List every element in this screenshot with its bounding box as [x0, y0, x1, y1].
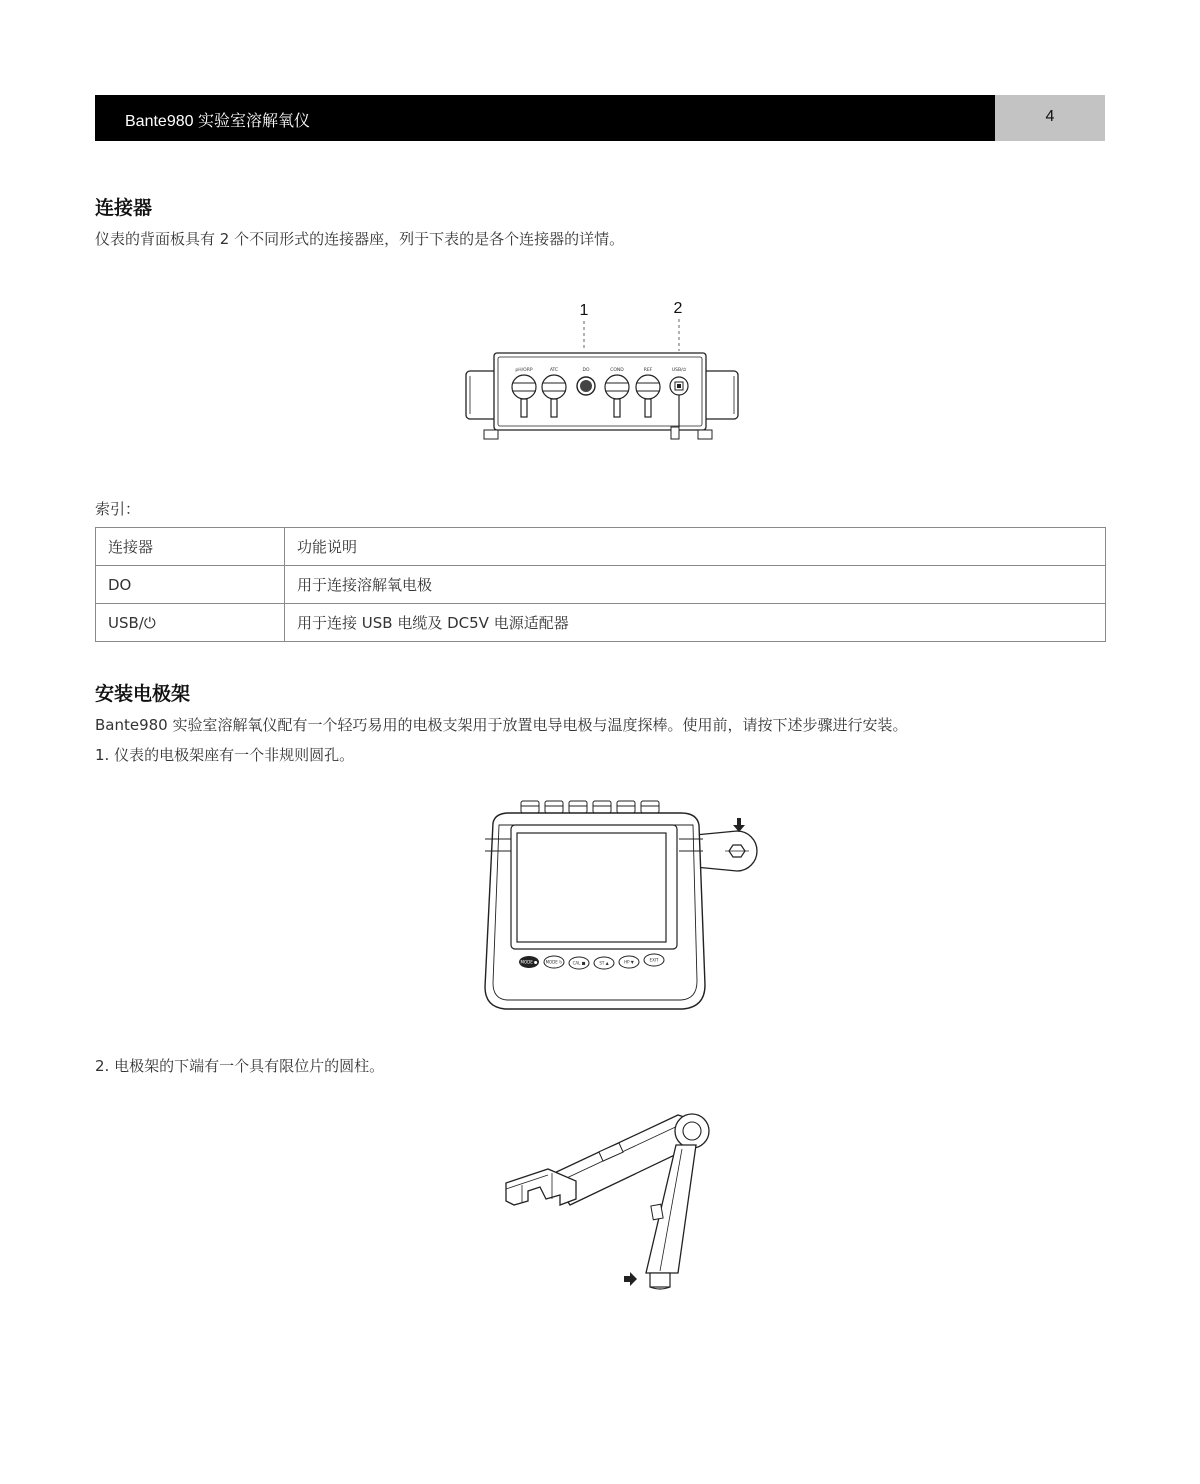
- page-number-box: [995, 95, 1105, 141]
- port-label-usb: USB/⏻: [671, 368, 687, 373]
- table-header-function: 功能说明: [285, 528, 1106, 566]
- meter-front-illustration: [475, 795, 780, 1020]
- header-bar: [95, 95, 995, 141]
- install-intro: Bante980 实验室溶解氧仪配有一个轻巧易用的电极支架用于放置电导电极与温度探棒。使用前，请按下述步骤进行安装。: [95, 716, 908, 734]
- page-number: 4: [1045, 108, 1055, 125]
- port-label-ref: REF: [643, 368, 653, 373]
- insert-arrow-icon: [733, 818, 745, 832]
- mode2-key-label: MODE ↻: [545, 959, 563, 965]
- callout-1: 1: [579, 302, 589, 319]
- table-cell-function: 用于连接溶解氧电极: [285, 566, 1106, 604]
- exit-key-label: EXIT: [649, 957, 659, 963]
- port-label-atc: ATC: [549, 368, 559, 373]
- cylinder-arrow-icon: [624, 1272, 637, 1286]
- document-title: Bante980 实验室溶解氧仪: [125, 113, 310, 130]
- step-2-text: 2. 电极架的下端有一个具有限位片的圆柱。: [95, 1057, 385, 1075]
- install-heading: 安装电极架: [95, 683, 191, 705]
- rear-panel-illustration: [460, 295, 745, 450]
- callout-2: 2: [673, 300, 683, 317]
- port-label-ph: pH/ORP: [515, 368, 533, 373]
- table-cell-connector: DO: [96, 566, 285, 604]
- connector-table: [95, 527, 1106, 642]
- table-header-connector: 连接器: [96, 528, 285, 566]
- connectors-intro: 仪表的背面板具有 2 个不同形式的连接器座，列于下表的是各个连接器的详情。: [95, 230, 625, 248]
- index-label: 索引：: [95, 500, 141, 518]
- hp-key-label: HP ▼: [624, 959, 634, 965]
- electrode-holder-illustration: [500, 1105, 725, 1295]
- port-label-do: DO: [582, 368, 590, 373]
- mode-key-label: MODE ●: [520, 959, 538, 965]
- cal-key-label: CAL ■: [572, 960, 586, 966]
- table-row: [96, 566, 1106, 604]
- table-cell-connector: USB/⏻: [96, 604, 285, 642]
- st-key-label: ST ▲: [599, 960, 609, 966]
- table-row: [96, 604, 1106, 642]
- table-cell-function: 用于连接 USB 电缆及 DC5V 电源适配器: [285, 604, 1106, 642]
- port-label-cond: COND: [610, 368, 624, 373]
- step-1-text: 1. 仪表的电极架座有一个非规则圆孔。: [95, 746, 355, 764]
- connectors-heading: 连接器: [95, 197, 153, 219]
- table-header-row: [96, 528, 1106, 566]
